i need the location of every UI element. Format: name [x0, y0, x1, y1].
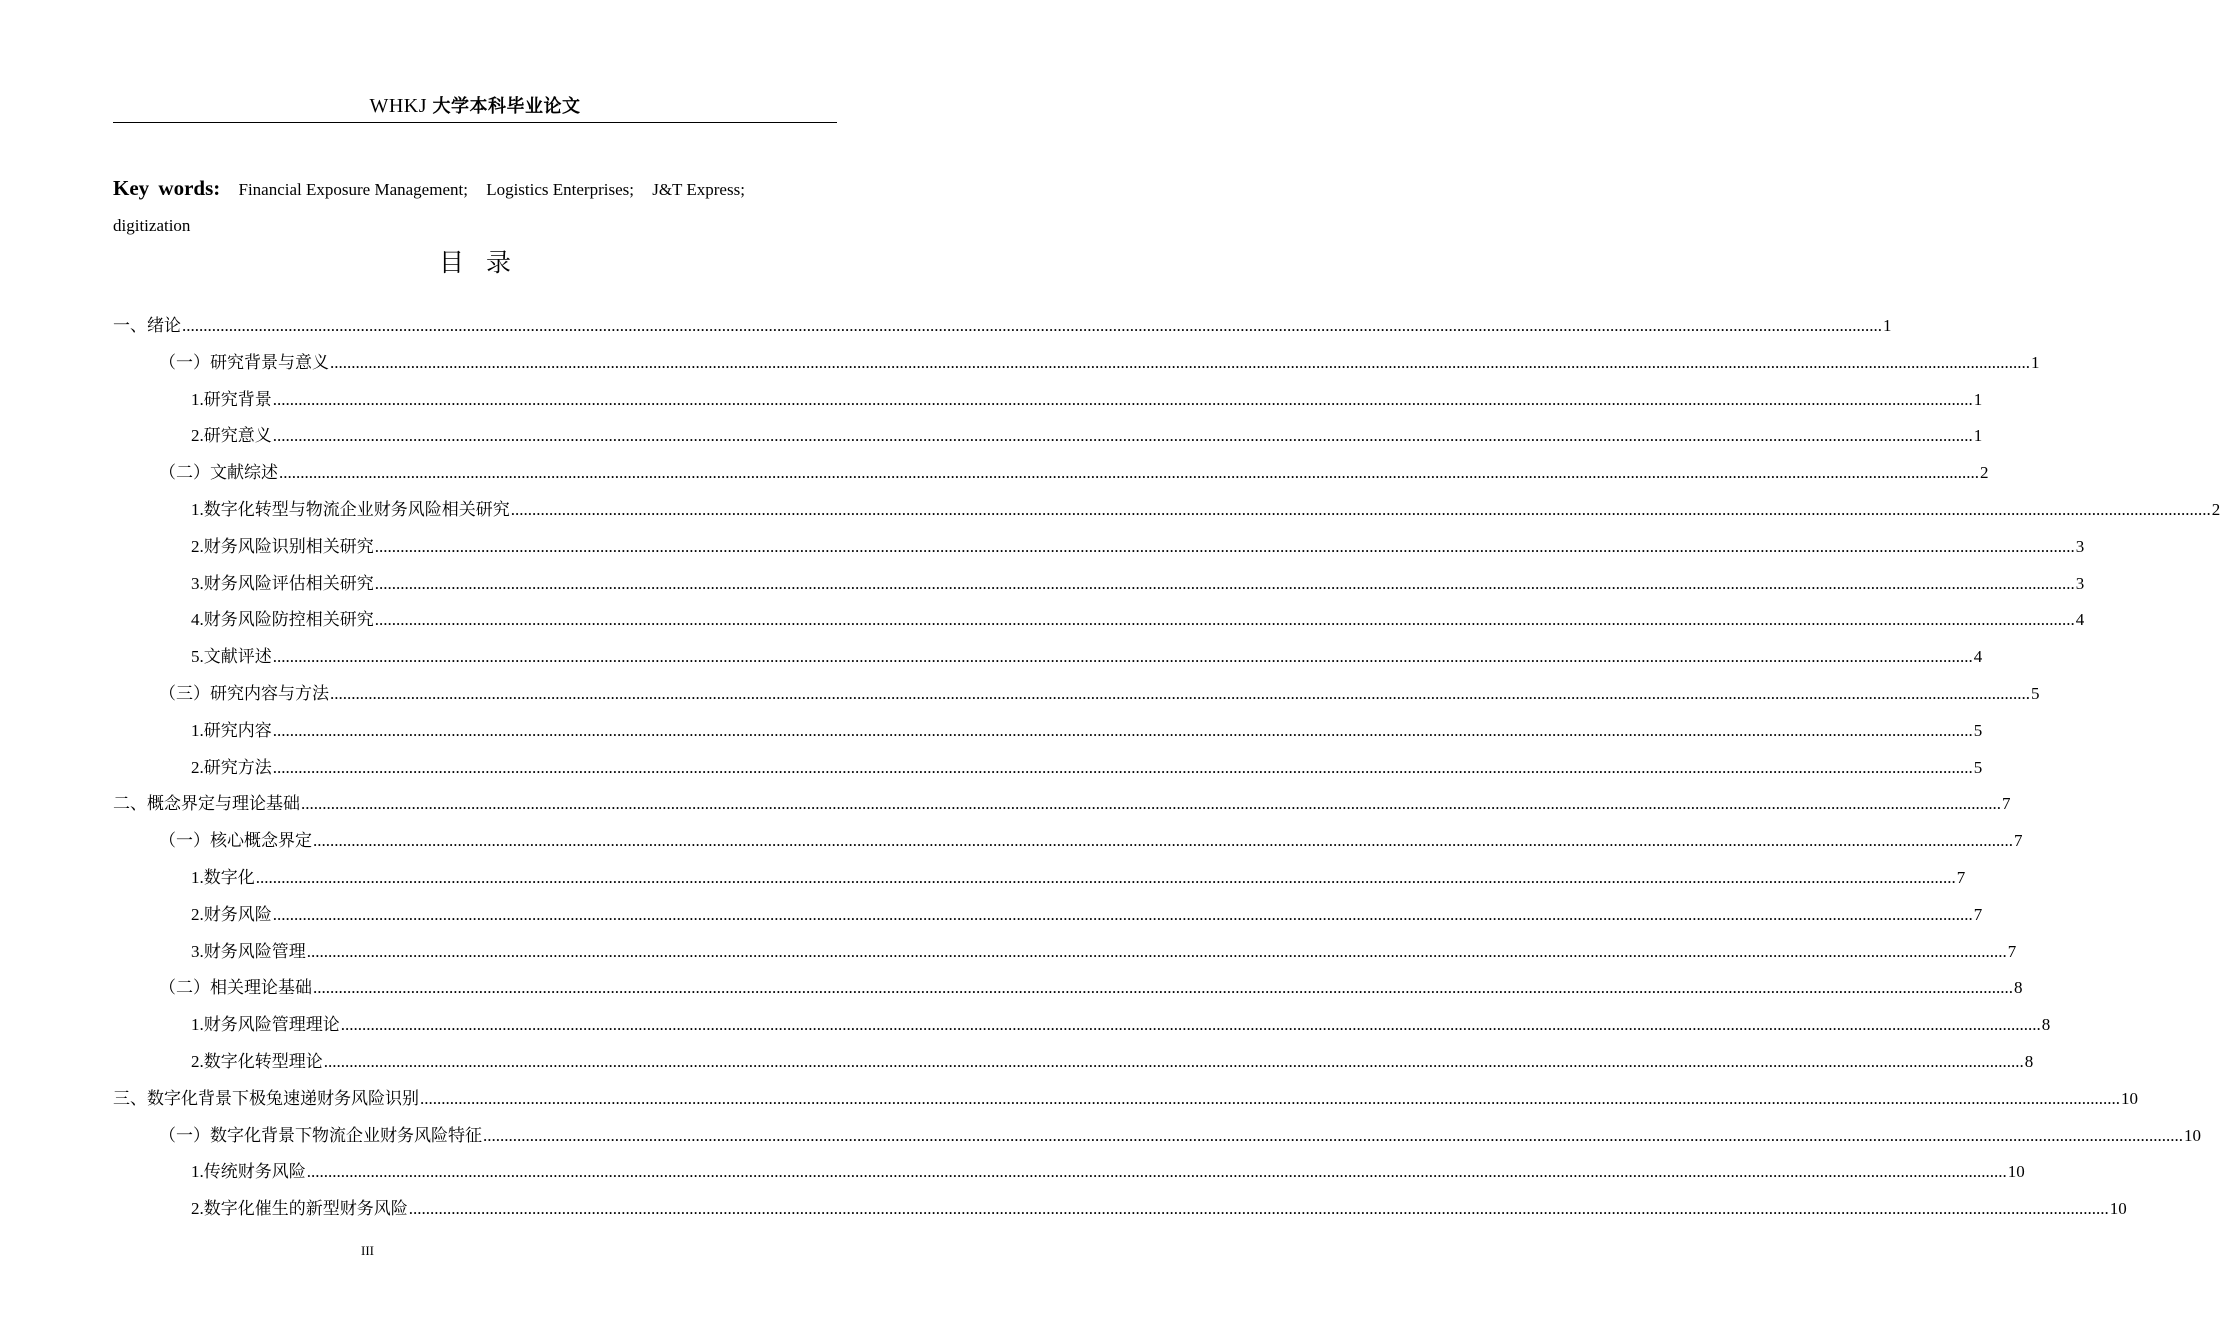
- toc-entry[interactable]: [113, 421, 1983, 458]
- page-number: III: [361, 1243, 374, 1258]
- toc-entry[interactable]: [113, 495, 2220, 532]
- toc-entry-title: 数字化催生的新型财务风险: [203, 1199, 408, 1220]
- keyword-item: Logistics Enterprises;: [486, 180, 634, 199]
- header-title: [369, 95, 580, 117]
- toc-dot-leader: ................................................................................................................................................................................................................................................................................................................................................................................................................: [272, 647, 1973, 667]
- toc-entry-title: 财务风险防控相关研究: [203, 610, 374, 631]
- toc-entry-title: 文献评述: [203, 647, 272, 668]
- toc-entry[interactable]: [113, 1121, 2201, 1158]
- toc-entry-number: 3.: [191, 573, 204, 593]
- toc-entry-number: 1.: [191, 867, 204, 887]
- toc-dot-leader: ................................................................................................................................................................................................................................................................................................................................................................................................................: [272, 426, 1973, 446]
- toc-entry-page: 5: [2031, 683, 2040, 703]
- toc-entry[interactable]: [113, 789, 2011, 826]
- toc-entry-title: 绪论: [147, 316, 181, 336]
- toc-dot-leader: ................................................................................................................................................................................................................................................................................................................................................................................................................: [408, 1199, 2109, 1219]
- toc-entry-page: 2: [2211, 499, 2220, 519]
- toc-entry-page: 7: [2014, 831, 2023, 851]
- toc-dot-leader: ................................................................................................................................................................................................................................................................................................................................................................................................................: [272, 757, 1973, 777]
- toc-entry-page: 1: [2031, 352, 2040, 372]
- toc-entry[interactable]: [113, 753, 1983, 790]
- toc-entry-page: 8: [2014, 978, 2023, 998]
- toc-entry-title: 财务风险管理理论: [203, 1015, 340, 1036]
- toc-entry-title: 数字化转型理论: [203, 1051, 323, 1072]
- toc-entry-page: 1: [1973, 389, 1983, 409]
- toc-entry-number: 2.: [191, 426, 204, 446]
- toc-dot-leader: ................................................................................................................................................................................................................................................................................................................................................................................................................: [330, 683, 2030, 703]
- table-of-contents: [113, 311, 2220, 1231]
- toc-entry-title: 传统财务风险: [203, 1162, 306, 1183]
- keyword-item: Financial Exposure Management;: [238, 180, 468, 199]
- toc-dot-leader: ................................................................................................................................................................................................................................................................................................................................................................................................................: [340, 1015, 2041, 1035]
- toc-entry[interactable]: [113, 900, 1983, 937]
- toc-entry-page: 4: [2075, 610, 2085, 630]
- toc-entry-page: 2: [1980, 463, 1989, 483]
- toc-entry-title: 核心概念界定: [210, 831, 312, 852]
- toc-entry-title: 研究内容: [203, 720, 272, 741]
- toc-entry-title: 研究意义: [203, 426, 272, 447]
- toc-entry-title: 财务风险: [203, 904, 272, 925]
- toc-entry-number: 2.: [191, 904, 204, 924]
- toc-entry[interactable]: [113, 1047, 2034, 1084]
- toc-entry[interactable]: [113, 1010, 2051, 1047]
- toc-dot-leader: ................................................................................................................................................................................................................................................................................................................................................................................................................: [313, 831, 2013, 851]
- page-header: [113, 92, 837, 123]
- toc-entry-title: 概念界定与理论基础: [147, 794, 300, 815]
- toc-entry-page: 4: [1973, 647, 1983, 667]
- toc-entry[interactable]: [113, 1194, 2127, 1231]
- toc-entry-number: 2.: [191, 757, 204, 777]
- toc-entry-number: （三）: [159, 683, 210, 704]
- toc-entry-title: 研究方法: [203, 757, 272, 778]
- toc-entry[interactable]: [113, 973, 2023, 1010]
- toc-entry[interactable]: [113, 605, 2085, 642]
- toc-entry[interactable]: [113, 716, 1983, 753]
- toc-entry-title: 研究背景与意义: [210, 352, 329, 373]
- toc-entry-page: 8: [2041, 1015, 2051, 1035]
- toc-entry[interactable]: [113, 569, 2085, 606]
- toc-entry-page: 7: [2002, 794, 2011, 814]
- toc-dot-leader: ................................................................................................................................................................................................................................................................................................................................................................................................................: [272, 720, 1973, 740]
- toc-dot-leader: ................................................................................................................................................................................................................................................................................................................................................................................................................: [313, 978, 2013, 998]
- toc-entry-number: 4.: [191, 610, 204, 630]
- toc-dot-leader: ................................................................................................................................................................................................................................................................................................................................................................................................................: [323, 1051, 2024, 1071]
- toc-entry-page: 7: [1973, 904, 1983, 924]
- toc-entry-title: 财务风险识别相关研究: [203, 536, 374, 557]
- toc-dot-leader: ................................................................................................................................................................................................................................................................................................................................................................................................................: [306, 941, 2007, 961]
- toc-entry-number: 1.: [191, 1015, 204, 1035]
- toc-entry[interactable]: [113, 937, 2017, 974]
- toc-dot-leader: ................................................................................................................................................................................................................................................................................................................................................................................................................: [374, 536, 2075, 556]
- keyword-item: digitization: [113, 216, 191, 235]
- toc-entry[interactable]: [113, 348, 2040, 385]
- toc-dot-leader: ................................................................................................................................................................................................................................................................................................................................................................................................................: [301, 794, 2001, 814]
- toc-entry-number: （一）: [159, 352, 210, 373]
- toc-entry[interactable]: [113, 1084, 2138, 1121]
- toc-dot-leader: ................................................................................................................................................................................................................................................................................................................................................................................................................: [330, 352, 2030, 372]
- toc-dot-leader: ................................................................................................................................................................................................................................................................................................................................................................................................................: [306, 1162, 2007, 1182]
- toc-entry[interactable]: [113, 311, 1892, 348]
- toc-entry-number: （二）: [159, 463, 210, 484]
- toc-entry-title: 数字化背景下物流企业财务风险特征: [210, 1125, 482, 1146]
- toc-entry-number: 三、: [113, 1088, 147, 1109]
- toc-dot-leader: ................................................................................................................................................................................................................................................................................................................................................................................................................: [272, 904, 1973, 924]
- toc-entry-page: 3: [2075, 536, 2085, 556]
- toc-entry[interactable]: [113, 679, 2040, 716]
- toc-entry-number: 2.: [191, 1051, 204, 1071]
- toc-entry-number: 2.: [191, 536, 204, 556]
- toc-dot-leader: ................................................................................................................................................................................................................................................................................................................................................................................................................: [182, 316, 1882, 335]
- toc-entry-title: 财务风险评估相关研究: [203, 573, 374, 594]
- toc-entry[interactable]: [113, 826, 2023, 863]
- toc-entry[interactable]: [113, 532, 2085, 569]
- keyword-item: J&T Express;: [652, 180, 745, 199]
- toc-entry-number: 1.: [191, 720, 204, 740]
- toc-entry-title: 数字化背景下极兔速递财务风险识别: [147, 1088, 419, 1109]
- toc-entry-page: 10: [2184, 1125, 2201, 1145]
- toc-entry-number: 一、: [113, 316, 147, 336]
- toc-dot-leader: ................................................................................................................................................................................................................................................................................................................................................................................................................: [510, 499, 2211, 519]
- toc-entry-number: 1.: [191, 1162, 204, 1182]
- toc-entry-title: 研究内容与方法: [210, 683, 329, 704]
- toc-entry-page: 1: [1883, 316, 1892, 335]
- toc-entry-number: 1.: [191, 499, 204, 519]
- keywords-section: [113, 170, 837, 244]
- toc-dot-leader: ................................................................................................................................................................................................................................................................................................................................................................................................................: [374, 610, 2075, 630]
- toc-entry[interactable]: [113, 1157, 2025, 1194]
- toc-entry[interactable]: [113, 385, 1983, 422]
- toc-entry-number: （一）: [159, 831, 210, 852]
- toc-entry-title: 数字化转型与物流企业财务风险相关研究: [203, 499, 510, 520]
- toc-dot-leader: ................................................................................................................................................................................................................................................................................................................................................................................................................: [255, 867, 1956, 887]
- toc-entry-page: 7: [2007, 941, 2017, 961]
- toc-dot-leader: ................................................................................................................................................................................................................................................................................................................................................................................................................: [279, 463, 1979, 483]
- toc-entry-number: 3.: [191, 941, 204, 961]
- toc-entry-title: 相关理论基础: [210, 978, 312, 999]
- toc-entry-title: 文献综述: [210, 463, 278, 484]
- toc-dot-leader: ................................................................................................................................................................................................................................................................................................................................................................................................................: [420, 1088, 2120, 1108]
- toc-entry[interactable]: [113, 642, 1983, 679]
- keywords-label: Key words:: [113, 176, 221, 200]
- toc-title: 目录: [438, 248, 533, 277]
- toc-dot-leader: ................................................................................................................................................................................................................................................................................................................................................................................................................: [374, 573, 2075, 593]
- toc-entry-title: 数字化: [203, 867, 255, 888]
- toc-dot-leader: ................................................................................................................................................................................................................................................................................................................................................................................................................: [483, 1125, 2183, 1145]
- toc-entry-number: 二、: [113, 794, 147, 815]
- toc-entry-page: 7: [1956, 867, 1966, 887]
- toc-entry-number: （一）: [159, 1125, 210, 1146]
- toc-entry[interactable]: [113, 458, 1989, 495]
- toc-entry[interactable]: [113, 863, 1966, 900]
- toc-entry-page: 3: [2075, 573, 2085, 593]
- toc-entry-title: 财务风险管理: [203, 941, 306, 962]
- toc-entry-page: 8: [2024, 1051, 2034, 1071]
- toc-entry-number: 5.: [191, 647, 204, 667]
- toc-entry-page: 5: [1973, 757, 1983, 777]
- toc-dot-leader: ................................................................................................................................................................................................................................................................................................................................................................................................................: [272, 389, 1973, 409]
- toc-entry-page: 1: [1973, 426, 1983, 446]
- header-chinese: 大学本科毕业论文: [432, 96, 581, 117]
- header-latin: WHKJ: [369, 95, 428, 117]
- toc-entry-page: 10: [2121, 1088, 2138, 1108]
- toc-entry-page: 5: [1973, 720, 1983, 740]
- toc-entry-number: 2.: [191, 1199, 204, 1219]
- toc-entry-title: 研究背景: [203, 389, 272, 410]
- toc-entry-number: 1.: [191, 389, 204, 409]
- toc-entry-page: 10: [2109, 1199, 2127, 1219]
- toc-entry-page: 10: [2007, 1162, 2025, 1182]
- toc-entry-number: （二）: [159, 978, 210, 999]
